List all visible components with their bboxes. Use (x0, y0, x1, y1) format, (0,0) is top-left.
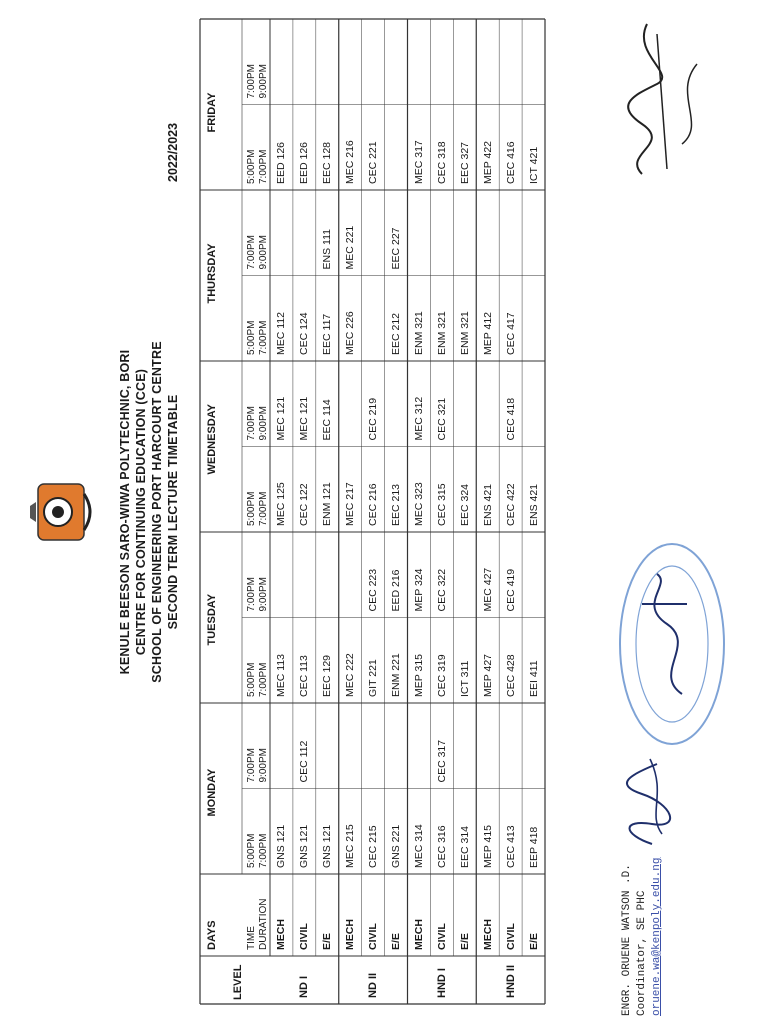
level-label-nd-i: ND I (298, 976, 311, 998)
course-cell: MEP 412 (481, 312, 494, 355)
dept-label: E/E (527, 933, 540, 950)
course-cell: MEP 422 (481, 141, 494, 184)
dept-label: E/E (321, 933, 334, 950)
slot-end-friday-1: 9:00PM (258, 64, 269, 99)
course-cell: EEC 129 (321, 654, 334, 697)
course-cell: MEP 427 (481, 654, 494, 697)
course-cell: CEC 428 (504, 654, 517, 697)
course-cell: ENM 321 (458, 311, 471, 355)
course-cell: EEC 212 (390, 312, 403, 355)
course-cell: CEC 122 (298, 483, 311, 526)
course-cell: CEC 318 (435, 141, 448, 184)
slot-start-monday-0: 5:00PM (246, 833, 257, 868)
course-cell: CEC 419 (504, 568, 517, 612)
course-cell: GNS 221 (390, 824, 403, 868)
course-cell: EEC 227 (390, 227, 403, 270)
centre-title: CENTRE FOR CONTINUING EDUCATION (CCE) (134, 368, 148, 656)
course-cell: CEC 315 (435, 483, 448, 526)
course-cell: MEC 121 (275, 396, 288, 441)
slot-start-friday-1: 7:00PM (246, 64, 257, 99)
course-cell: EED 216 (390, 569, 403, 612)
slot-start-tuesday-0: 5:00PM (246, 662, 257, 697)
course-cell: ENS 111 (321, 229, 334, 270)
coordinator-name: ENGR. ORUENE WATSON .D. (621, 864, 633, 1016)
dept-label: MECH (275, 919, 288, 950)
course-cell: EEC 114 (321, 399, 334, 441)
school-title: SCHOOL OF ENGINEERING PORT HARCOURT CENTRE (150, 341, 164, 683)
dept-label: MECH (344, 919, 357, 950)
course-cell: MEP 315 (412, 654, 425, 697)
day-header-friday: FRIDAY (206, 92, 218, 133)
course-cell: CEC 417 (504, 312, 517, 355)
course-cell: MEP 324 (412, 568, 425, 612)
course-cell: EEC 117 (321, 313, 334, 355)
course-cell: MEC 217 (344, 482, 357, 526)
course-cell: CEC 221 (367, 141, 380, 184)
day-header-wednesday: WEDNESDAY (206, 404, 218, 475)
course-cell: EEC 314 (458, 825, 471, 868)
slot-end-thursday-1: 9:00PM (258, 235, 269, 270)
day-header-tuesday: TUESDAY (206, 593, 218, 646)
course-cell: ENS 421 (527, 483, 540, 526)
institution-title: KENULE BEESON SARO-WIWA POLYTECHNIC, BORI (118, 349, 132, 675)
course-cell: CEC 422 (504, 483, 517, 526)
course-cell: MEC 221 (344, 225, 357, 270)
course-cell: CEC 223 (367, 568, 380, 612)
course-cell: MEC 216 (344, 140, 357, 184)
course-cell: GNS 121 (298, 824, 311, 868)
course-cell: CEC 219 (367, 397, 380, 441)
course-cell: MEP 415 (481, 825, 494, 868)
course-cell: CEC 113 (298, 655, 311, 697)
level-label-nd-ii: ND II (367, 972, 380, 998)
slot-end-wednesday-0: 7:00PM (258, 491, 269, 526)
course-cell: EED 126 (275, 141, 288, 184)
duration-header: DURATION (258, 898, 269, 950)
course-cell: CEC 321 (435, 397, 448, 441)
course-cell: GIT 221 (367, 659, 380, 697)
level-label-hnd-ii: HND II (504, 965, 517, 998)
course-cell: EEI 411 (527, 660, 540, 697)
course-cell: MEC 317 (412, 140, 425, 184)
dept-label: CIVIL (435, 923, 448, 950)
course-cell: CEC 416 (504, 141, 517, 184)
course-cell: ICT 421 (527, 146, 540, 184)
slot-end-monday-1: 9:00PM (258, 748, 269, 783)
approval-signature (612, 14, 722, 184)
slot-start-monday-1: 7:00PM (246, 748, 257, 783)
course-cell: MEC 323 (412, 482, 425, 526)
slot-end-thursday-0: 7:00PM (258, 320, 269, 355)
course-cell: CEC 319 (435, 654, 448, 697)
course-cell: ENM 221 (390, 653, 403, 697)
official-stamp (612, 534, 732, 754)
course-cell: GNS 121 (275, 824, 288, 868)
course-cell: CEC 418 (504, 397, 517, 441)
coordinator-email[interactable]: oruene.wa@kenpoly.edu.ng (651, 857, 663, 1016)
course-cell: ENM 321 (412, 311, 425, 355)
course-cell: MEC 113 (275, 654, 288, 697)
course-cell: EED 126 (298, 141, 311, 184)
slot-start-thursday-1: 7:00PM (246, 235, 257, 270)
course-cell: CEC 216 (367, 483, 380, 526)
course-cell: MEC 121 (298, 396, 311, 441)
course-cell: ENS 421 (481, 483, 494, 526)
course-cell: EEP 418 (527, 826, 540, 868)
course-cell: EEC 128 (321, 141, 334, 184)
session-year: 2022/2023 (166, 122, 180, 182)
course-cell: CEC 322 (435, 568, 448, 612)
slot-end-tuesday-1: 9:00PM (258, 577, 269, 612)
dept-label: MECH (412, 919, 425, 950)
dept-label: E/E (390, 933, 403, 950)
dept-label: CIVIL (298, 923, 311, 950)
days-header: DAYS (206, 920, 218, 950)
slot-start-tuesday-1: 7:00PM (246, 577, 257, 612)
course-cell: CEC 112 (298, 740, 311, 783)
dept-label: CIVIL (504, 923, 517, 950)
course-cell: MEC 112 (275, 312, 288, 355)
course-cell: MEC 215 (344, 824, 357, 868)
day-header-thursday: THURSDAY (206, 243, 218, 304)
course-cell: EEC 213 (390, 483, 403, 526)
level-header: LEVEL (232, 964, 244, 1000)
course-cell: EEC 327 (458, 141, 471, 184)
course-cell: MEC 427 (481, 567, 494, 612)
slot-end-friday-0: 7:00PM (258, 149, 269, 184)
course-cell: CEC 215 (367, 825, 380, 868)
course-cell: CEC 413 (504, 825, 517, 868)
slot-start-friday-0: 5:00PM (246, 149, 257, 184)
course-cell: MEC 226 (344, 311, 357, 355)
course-cell: MEC 312 (412, 396, 425, 441)
coordinator-block (620, 858, 665, 1016)
course-cell: ICT 311 (458, 660, 471, 697)
slot-end-wednesday-1: 9:00PM (258, 406, 269, 441)
course-cell: CEC 317 (435, 739, 448, 783)
coordinator-signature (612, 744, 682, 854)
slot-start-wednesday-0: 5:00PM (246, 491, 257, 526)
course-cell: CEC 316 (435, 825, 448, 868)
course-cell: ENM 121 (321, 482, 334, 526)
dept-label: MECH (481, 919, 494, 950)
day-header-monday: MONDAY (206, 768, 218, 817)
slot-end-tuesday-0: 7:00PM (258, 662, 269, 697)
slot-start-thursday-0: 5:00PM (246, 320, 257, 355)
course-cell: EEC 324 (458, 483, 471, 526)
time-header: TIME (246, 926, 257, 950)
dept-label: E/E (458, 933, 471, 950)
level-label-hnd-i: HND I (435, 968, 448, 998)
course-cell: MEC 222 (344, 653, 357, 697)
course-cell: MEC 314 (412, 824, 425, 868)
dept-label: CIVIL (367, 923, 380, 950)
course-cell: GNS 121 (321, 824, 334, 868)
timetable-title: SECOND TERM LECTURE TIMETABLE (166, 394, 180, 630)
course-cell: ENM 321 (435, 311, 448, 355)
slot-end-monday-0: 7:00PM (258, 833, 269, 868)
course-cell: CEC 124 (298, 312, 311, 355)
slot-start-wednesday-1: 7:00PM (246, 406, 257, 441)
coordinator-role: Coordinator, SE PHC (636, 890, 648, 1016)
course-cell: MEC 125 (275, 482, 288, 526)
